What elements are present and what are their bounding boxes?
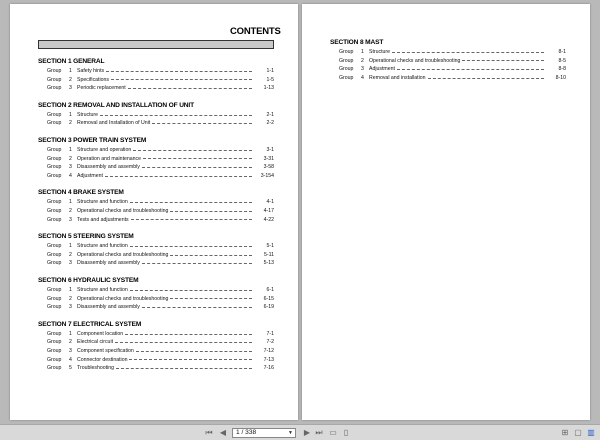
dot-leader (428, 78, 544, 79)
group-name: Structure (369, 49, 391, 55)
dot-leader (105, 176, 252, 177)
group-number: 4 (361, 74, 364, 81)
toc-section (38, 276, 274, 312)
section-title: SECTION 6 HYDRAULIC SYSTEM (38, 277, 139, 284)
group-number: 2 (69, 76, 72, 83)
dot-leader (130, 290, 252, 291)
group-label: Group (339, 57, 354, 64)
toc-entry[interactable] (38, 146, 274, 155)
page-number: 4-22 (263, 216, 274, 223)
group-label: Group (47, 347, 62, 354)
group-name: Operational checks and troubleshooting (369, 57, 461, 64)
page-number: 5-1 (266, 243, 274, 250)
page-number: 6-15 (263, 295, 274, 302)
toc-section (38, 320, 274, 373)
page-number: 3-58 (263, 164, 274, 171)
group-number: 3 (361, 66, 364, 73)
page-number: 2-1 (266, 111, 274, 118)
toc-entry[interactable] (38, 207, 274, 216)
page-number: 6-19 (263, 304, 274, 311)
toc-section (38, 188, 274, 224)
group-name: Disassembly and assembly (77, 164, 140, 171)
spread-view-icon[interactable]: ▥ (587, 428, 595, 437)
group-label: Group (47, 68, 62, 74)
dot-leader (130, 202, 252, 203)
toc-entry[interactable] (38, 338, 274, 347)
group-number: 1 (69, 199, 72, 206)
toc-entry[interactable] (38, 303, 274, 312)
group-name: Operational checks and troubleshooting (77, 207, 169, 214)
group-name: Removal and Installation of Unit (77, 120, 151, 127)
group-number: 2 (69, 120, 72, 127)
dot-leader (133, 150, 252, 151)
group-label: Group (339, 49, 354, 55)
page-number: 7-1 (266, 330, 274, 337)
toc-entry[interactable] (38, 242, 274, 251)
toc-entry[interactable] (330, 48, 566, 57)
group-name: Tests and adjustments (77, 216, 129, 223)
group-number: 2 (69, 207, 72, 214)
group-label: Group (47, 330, 62, 337)
group-label: Group (47, 172, 62, 179)
toc-entry[interactable] (38, 155, 274, 164)
group-number: 3 (69, 216, 72, 223)
group-number: 1 (69, 287, 72, 293)
viewer-toolbar (0, 424, 600, 440)
contents-title-bar (38, 40, 274, 49)
page-number: 7-12 (263, 347, 274, 354)
toc-entry[interactable] (38, 111, 274, 120)
page-number: 1-5 (266, 76, 274, 83)
dot-leader (129, 359, 252, 360)
dot-leader (106, 71, 252, 72)
dot-leader (142, 167, 252, 168)
group-label: Group (47, 207, 62, 214)
document-page-left (10, 4, 298, 420)
group-label: Group (47, 216, 62, 223)
group-number: 1 (69, 243, 72, 250)
page-number: 4-1 (266, 199, 274, 206)
group-name: Structure (77, 111, 99, 118)
dot-leader (115, 342, 252, 343)
group-number: 1 (69, 147, 72, 153)
dot-leader (136, 351, 252, 352)
group-name: Removal and installation (369, 74, 426, 81)
group-label: Group (47, 260, 62, 267)
group-label: Group (47, 295, 62, 302)
group-name: Disassembly and assembly (77, 260, 140, 267)
group-name: Operation and maintenance (77, 155, 142, 162)
group-number: 1 (69, 330, 72, 337)
group-label: Group (339, 74, 354, 81)
toc-entry[interactable] (38, 198, 274, 207)
dot-leader (170, 255, 252, 256)
section-title: SECTION 7 ELECTRICAL SYSTEM (38, 320, 142, 328)
toc-entry[interactable] (38, 67, 274, 76)
group-name: Troubleshooting (77, 365, 115, 372)
page-number: 8-10 (555, 74, 566, 81)
zoom-icon[interactable]: ⊞ (561, 428, 569, 437)
group-label: Group (47, 304, 62, 311)
group-number: 2 (69, 155, 72, 162)
group-number: 5 (69, 365, 72, 372)
toc-entry[interactable] (38, 347, 274, 356)
toc-entry[interactable] (330, 65, 566, 74)
toc-entry[interactable] (38, 76, 274, 85)
toc-section (38, 136, 274, 180)
dot-leader (392, 52, 544, 53)
toc-entry[interactable] (38, 119, 274, 128)
dot-leader (100, 115, 252, 116)
dot-leader (131, 219, 252, 220)
page-number: 3-31 (263, 155, 274, 162)
group-number: 3 (69, 260, 72, 267)
group-label: Group (47, 111, 62, 118)
dot-leader (116, 368, 252, 369)
group-name: Adjustment (369, 66, 395, 73)
toc-entry[interactable] (38, 216, 274, 225)
toc-entry[interactable] (330, 57, 566, 66)
group-number: 3 (69, 304, 72, 311)
toc-section (330, 38, 566, 82)
group-name: Structure and function (77, 287, 128, 293)
page-number: 3-1 (266, 147, 274, 153)
group-label: Group (47, 199, 62, 206)
dot-leader (130, 246, 252, 247)
section-title: SECTION 1 GENERAL (38, 58, 105, 65)
group-label: Group (47, 339, 62, 346)
toc-section (38, 232, 274, 268)
toc-entry[interactable] (38, 295, 274, 304)
toc-entry[interactable] (38, 251, 274, 260)
toc-entry[interactable] (38, 163, 274, 172)
page-number: 8-8 (558, 66, 566, 73)
group-name: Operational checks and troubleshooting (77, 295, 169, 302)
toc-section (38, 57, 274, 93)
group-number: 1 (69, 111, 72, 118)
group-label: Group (47, 365, 62, 372)
group-name: Specifications (77, 76, 110, 83)
group-label: Group (47, 85, 62, 92)
group-name: Safety hints (77, 68, 105, 74)
page-number: 2-2 (266, 120, 274, 127)
toc-entry[interactable] (38, 356, 274, 365)
group-name: Component specification (77, 347, 134, 354)
toc-entry[interactable] (38, 84, 274, 93)
page-number: 4-17 (263, 207, 274, 214)
page-dropdown-icon[interactable]: ▼ (288, 430, 293, 436)
page-number: 7-2 (266, 339, 274, 346)
group-number: 2 (69, 251, 72, 258)
dot-leader (143, 158, 252, 159)
dot-leader (128, 88, 252, 89)
group-label: Group (339, 66, 354, 73)
group-name: Component location (77, 330, 124, 337)
dot-leader (125, 334, 252, 335)
group-name: Operational checks and troubleshooting (77, 251, 169, 258)
group-name: Structure and function (77, 199, 128, 206)
toc-entry[interactable] (38, 172, 274, 181)
group-label: Group (47, 164, 62, 171)
first-page-icon[interactable]: ⏮ (205, 428, 213, 437)
dot-leader (142, 307, 252, 308)
page-number: 6-1 (266, 287, 274, 293)
page-number: 8-1 (558, 49, 566, 55)
group-label: Group (47, 120, 62, 127)
group-number: 2 (361, 57, 364, 64)
toc-entry[interactable] (38, 330, 274, 339)
section-title: SECTION 3 POWER TRAIN SYSTEM (38, 137, 147, 144)
two-page-view-icon[interactable]: ▯ (343, 428, 349, 437)
previous-page-icon[interactable]: ◀ (219, 428, 227, 437)
toc-entry[interactable] (38, 259, 274, 268)
group-name: Structure and function (77, 243, 128, 250)
group-label: Group (47, 155, 62, 162)
next-page-icon[interactable]: ▶ (303, 428, 311, 437)
dot-leader (397, 69, 544, 70)
group-label: Group (47, 243, 62, 250)
group-number: 2 (69, 339, 72, 346)
group-label: Group (47, 356, 62, 363)
section-title: SECTION 8 MAST (330, 39, 384, 46)
group-name: Disassembly and assembly (77, 304, 140, 311)
single-page-view-icon[interactable]: ▭ (329, 428, 337, 437)
page-number-field[interactable] (232, 428, 296, 438)
group-number: 2 (69, 295, 72, 302)
page-number: 1-1 (266, 68, 274, 74)
dot-leader (462, 60, 544, 61)
page-number: 8-5 (558, 57, 566, 64)
group-name: Electrical circuit (77, 339, 114, 346)
group-name: Adjustment (77, 172, 103, 179)
page-number: 7-13 (263, 356, 274, 363)
group-name: Structure and operation (77, 147, 132, 153)
page-number: 1-13 (263, 85, 274, 92)
page-number: 5-13 (263, 260, 274, 267)
section-title: SECTION 2 REMOVAL AND INSTALLATION OF UNIT (38, 101, 194, 109)
group-name: Periodic replacement (77, 85, 126, 92)
dot-leader (111, 79, 252, 80)
dot-leader (170, 211, 252, 212)
group-number: 4 (69, 172, 72, 179)
group-number: 3 (69, 164, 72, 171)
group-label: Group (47, 147, 62, 153)
group-name: Connector destination (77, 356, 128, 363)
toc-entry[interactable] (330, 74, 566, 83)
dot-leader (170, 298, 252, 299)
group-label: Group (47, 251, 62, 258)
page-number: 5-11 (264, 251, 274, 258)
last-page-icon[interactable]: ⏭ (315, 428, 323, 437)
page-number: 3-154 (260, 172, 274, 179)
dot-leader (142, 263, 252, 264)
page-indicator: 1 / 338 (236, 429, 257, 436)
group-number: 1 (361, 49, 364, 55)
toc-entry[interactable] (38, 364, 274, 373)
group-number: 3 (69, 85, 72, 92)
toc-section (38, 101, 274, 128)
group-number: 1 (69, 68, 72, 74)
dot-leader (152, 123, 252, 124)
page-number: 7-16 (263, 365, 274, 372)
section-title: SECTION 5 STEERING SYSTEM (38, 233, 134, 241)
toc-entry[interactable] (38, 286, 274, 295)
group-number: 3 (69, 347, 72, 354)
section-title: SECTION 4 BRAKE SYSTEM (38, 189, 124, 197)
group-number: 4 (69, 356, 72, 363)
group-label: Group (47, 76, 62, 83)
document-page-right (302, 4, 590, 420)
fit-page-icon[interactable]: ▢ (574, 428, 582, 437)
group-label: Group (47, 287, 62, 293)
contents-title: CONTENTS (230, 26, 281, 37)
